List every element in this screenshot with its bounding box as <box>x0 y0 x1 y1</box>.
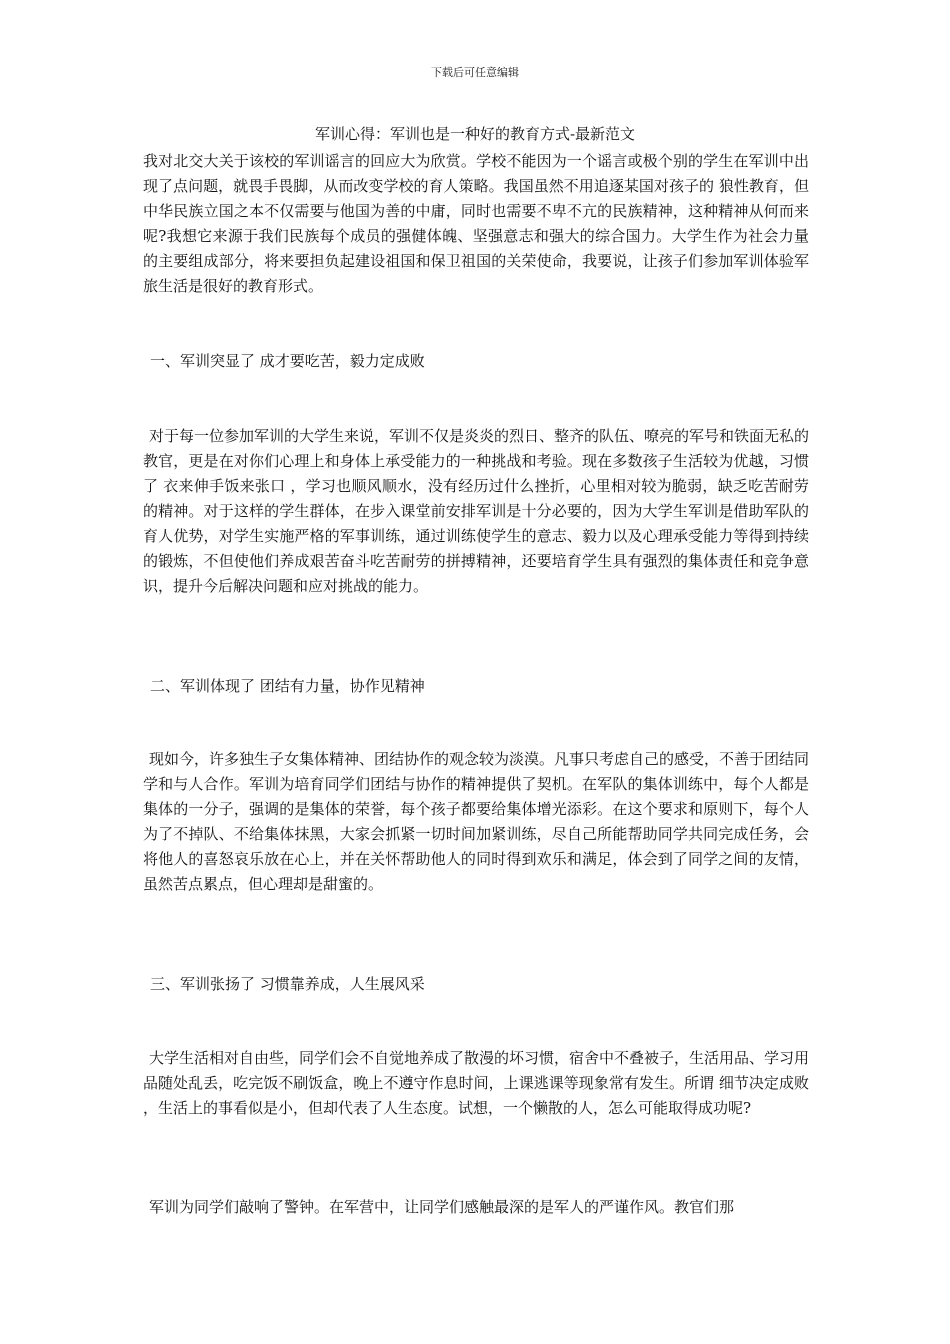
section-2-paragraph: 现如今，许多独生子女集体精神、团结协作的观念较为淡漠。凡事只考虑自己的感受，不善于团结同学和与人合作。军训为培育同学们团结与协作的精神提供了契机。在军队的集体训练中，每个人都是集体的一分子，强调的是集体的荣誉，每个孩子都要给集体增光添彩。在这个要求和原则下，每个人为了不掉队、不给集体抹黑，大家会抓紧一切时间加紧训练，尽自己所能帮助同学共同完成任务，会将他人的喜怒哀乐放在心上，并在关怀帮助他人的同时得到欢乐和满足，体会到了同学之间的友情，虽然苦点累点，但心理却是甜蜜的。 <box>143 750 810 893</box>
section-1-heading: 一、军训突显了 成才要吃苦，毅力定成败 <box>150 352 425 370</box>
section-3-paragraph-2: 军训为同学们敲响了警钟。在军营中，让同学们感触最深的是军人的严谨作风。教官们那 <box>149 1198 735 1216</box>
section-1-paragraph: 对于每一位参加军训的大学生来说，军训不仅是炎炎的烈日、整齐的队伍、嘹亮的军号和铁面无私的教官，更是在对你们心理上和身体上承受能力的一种挑战和考验。现在多数孩子生活较为优越，习惯了 衣来伸手饭来张口 ，学习也顺风顺水，没有经历过什么挫折，心里相对较为脆弱，缺乏吃苦耐劳的精神。对于这样的学生群体，在步入课堂前安排军训是十分必要的，因为大学生军训是借助军队的育人优势，对学生实施严格的军事训练，通过训练使学生的意志、毅力以及心理承受能力等得到持续的锻炼，不但使他们养成艰苦奋斗吃苦耐劳的拼搏精神，还要培育学生具有强烈的集体责任和竞争意识，提升今后解决问题和应对挑战的能力。 <box>143 427 810 595</box>
section-3-paragraph: 大学生活相对自由些，同学们会不自觉地养成了散漫的坏习惯，宿舍中不叠被子，生活用品、学习用品随处乱丢，吃完饭不刷饭盒，晚上不遵守作息时间，上课逃课等现象常有发生。所谓 细节决定成败 ，生活上的事看似是小，但却代表了人生态度。试想，一个懒散的人，怎么可能取得成功呢? <box>143 1049 810 1117</box>
section-2-heading: 二、军训体现了 团结有力量，协作见精神 <box>150 677 425 695</box>
page-title: 军训心得：军训也是一种好的教育方式-最新范文 <box>314 125 636 143</box>
intro-paragraph: 我对北交大关于该校的军训谣言的回应大为欣赏。学校不能因为一个谣言或极个别的学生在军训中出现了点问题，就畏手畏脚，从而改变学校的育人策略。我国虽然不用追逐某国对孩子的 狼性教育，但中华民族立国之本不仅需要与他国为善的中庸，同时也需要不卑不亢的民族精神，这种精神从何而来呢?我想它来源于我们民族每个成员的强健体魄、坚强意志和强大的综合国力。大学生作为社会力量的主要组成部分，将来要担负起建设祖国和保卫祖国的关荣使命，我要说，让孩子们参加军训体验军旅生活是很好的教育形式。 <box>143 152 809 295</box>
section-3-heading: 三、军训张扬了 习惯靠养成，人生展风采 <box>150 975 425 993</box>
header-note: 下载后可任意编辑 <box>431 66 519 79</box>
